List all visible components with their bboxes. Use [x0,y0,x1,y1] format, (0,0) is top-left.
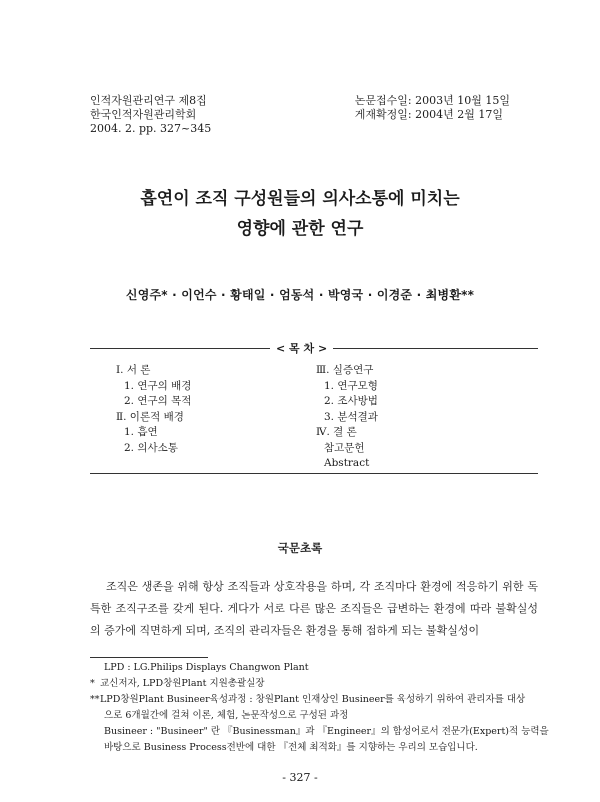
toc-left-column [116,363,191,456]
footnote-program [90,692,538,708]
footnote-lpd: LPD : LG.Philips Displays Changwon Plant [104,662,309,673]
footnote-divider [90,657,208,658]
footnote-text: 으로 6개월간에 걸쳐 이론, 체험, 논문작성으로 구성된 과정 [104,710,349,721]
toc-item: 3. 분석결과 [324,410,378,423]
toc-item: 2. 조사방법 [324,395,378,407]
footnote-mark: ** [90,694,100,705]
table-of-contents [90,342,538,474]
received-date: 논문접수일: 2003년 10월 15일 [354,94,510,107]
title-line-2: 영향에 관한 연구 [236,219,364,239]
journal-info [90,94,211,136]
toc-item: Ⅳ. 결 론 [316,426,357,438]
toc-item: 1. 연구모형 [324,379,378,392]
footnote-mark: * [90,678,95,689]
abstract-paragraph: 조직은 생존을 위해 항상 조직들과 상호작용을 하며, 각 조직마다 환경에 적응하기 위한 독특한 조직구조를 갖게 된다. 게다가 서로 다른 많은 조직들은 급변하는 환경에 따라 불확실성의 증가에 직면하게 되며, 조직의 관리자들은 환경을 통해 접하게 되는 불확실성이 [90,580,538,637]
accepted-date: 게재확정일: 2004년 2월 17일 [354,108,503,121]
authors: 신영주* · 이언수 · 황태일 · 엄동석 · 박영국 · 이경준 · 최병환** [125,288,475,302]
abstract-heading: 국문초록 [277,541,323,555]
toc-item: Ⅱ. 이론적 배경 [116,410,184,423]
submission-dates [355,94,510,122]
page-number: - 327 - [282,771,318,784]
toc-item: 2. 연구의 목적 [124,395,192,407]
toc-right-column [316,363,378,472]
footnote-corresponding [90,676,538,692]
toc-item: 2. 의사소통 [124,441,178,454]
footnote-text: 바탕으로 Business Process전반에 대한 『전체 최적화』를 지향하는 우리의 모습입니다. [104,742,478,753]
toc-item: Ⅲ. 실증연구 [316,364,374,376]
footnote-text: Busineer : "Busineer" 란 『Businessman』과 『Engineer』의 합성어로서 전문가(Expert)적 능력을 [104,726,549,737]
toc-item: Ⅰ. 서 론 [116,364,151,376]
footnote-text: LPD창원Plant Busineer육성과정 : 창원Plant 인재상인 Busineer를 육성하기 위하여 관리자를 대상 [100,694,526,705]
toc-item: 1. 연구의 배경 [124,379,192,392]
abstract-body [90,576,538,642]
issue-pages: 2004. 2. pp. 327~345 [90,122,212,135]
journal-name: 인적자원관리연구 제8집 [90,94,207,107]
toc-title: < 목 차 > [270,340,333,356]
paper-title [0,184,600,244]
title-line-1: 흡연이 조직 구성원들의 의사소통에 미치는 [140,189,460,209]
toc-item: 1. 흡연 [124,426,158,438]
toc-item: 참고문헌 [324,441,365,454]
toc-item: Abstract [324,457,370,469]
society-name: 한국인적자원관리학회 [90,108,197,121]
footnotes [90,660,549,756]
footnote-text: 교신저자, LPD창원Plant 지원총괄실장 [100,678,265,689]
